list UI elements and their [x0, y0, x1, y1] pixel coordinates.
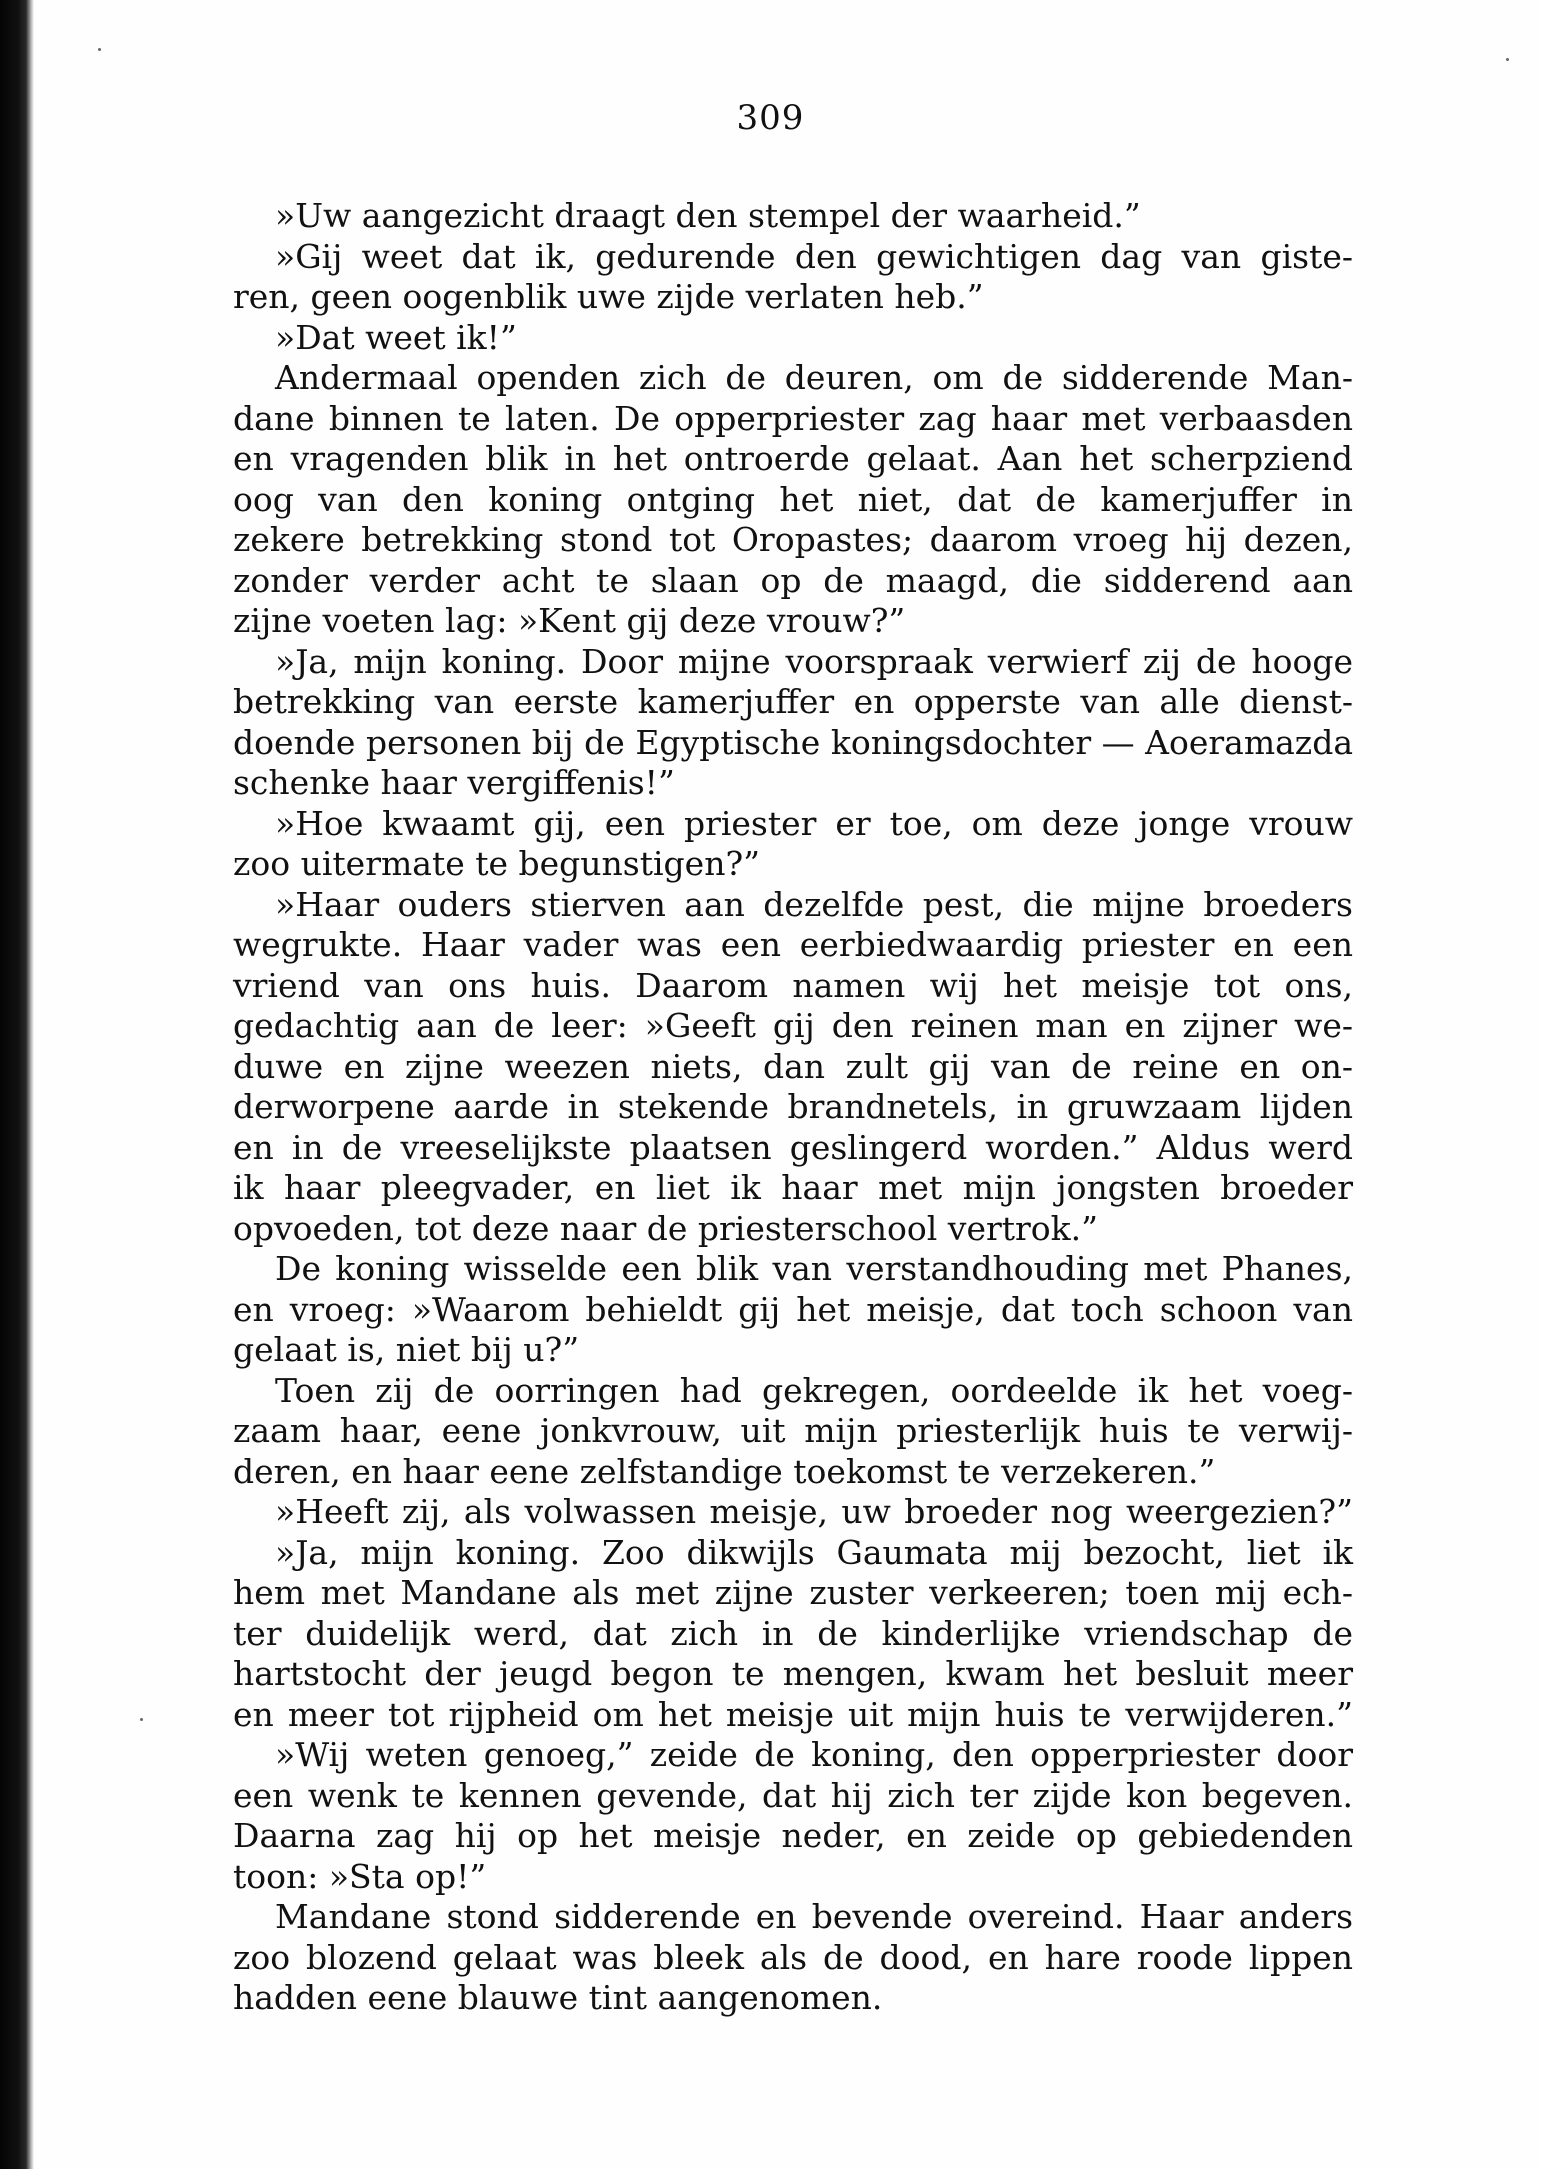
text-line: wegrukte. Haar vader was een eerbiedwaardig priester en een — [233, 925, 1353, 964]
text-line: schenke haar vergiffenis!” — [233, 763, 675, 802]
text-line: vriend van ons huis. Daarom namen wij het meisje tot ons, — [233, 965, 1353, 1005]
text-line: »Ja, mijn koning. Door mijne voorspraak verwierf zij de hooge — [275, 641, 1353, 681]
text-line: ter duidelijk werd, dat zich in de kinderlijke vriendschap de — [233, 1613, 1353, 1653]
text-line: derworpene aarde in stekende brandnetels, in gruwzaam lijden — [233, 1087, 1353, 1126]
text-line: hartstocht der jeugd begon te mengen, kwam het besluit meer — [233, 1654, 1353, 1693]
text-line: »Ja, mijn koning. Zoo dikwijls Gaumata mij bezocht, liet ik — [275, 1532, 1353, 1572]
text-line: gelaat is, niet bij u?” — [233, 1330, 580, 1369]
text-line: ren, geen oogenblik uwe zijde verlaten heb.” — [233, 277, 984, 316]
text-line: »Uw aangezicht draagt den stempel der waarheid.” — [275, 196, 1141, 235]
text-line: hadden eene blauwe tint aangenomen. — [233, 1978, 883, 2017]
text-line: deren, en haar eene zelfstandige toekomst te verzekeren.” — [233, 1451, 1216, 1491]
paper-speck — [140, 1718, 143, 1721]
text-line: en meer tot rijpheid om het meisje uit mijn huis te verwijderen.” — [233, 1694, 1353, 1734]
text-line: zijne voeten lag: »Kent gij deze vrouw?” — [233, 601, 906, 640]
text-line: »Dat weet ik!” — [275, 317, 517, 357]
paper-speck — [98, 48, 101, 51]
text-line: betrekking van eerste kamerjuffer en opperste van alle dienst- — [233, 682, 1353, 721]
text-line: »Hoe kwaamt gij, een priester er toe, om deze jonge vrouw — [275, 803, 1353, 843]
text-line: een wenk te kennen gevende, dat hij zich ter zijde kon begeven. — [233, 1775, 1353, 1815]
paper-speck — [1506, 58, 1509, 61]
page-binding-edge — [0, 0, 34, 2169]
text-line: dane binnen te laten. De opperpriester zag haar met verbaasden — [233, 398, 1353, 438]
text-line: Toen zij de oorringen had gekregen, oordeelde ik het voeg- — [275, 1370, 1353, 1410]
page-number: 309 — [736, 98, 805, 138]
text-line: »Haar ouders stierven aan dezelfde pest, die mijne broeders — [275, 884, 1353, 924]
text-line: en vragenden blik in het ontroerde gelaat. Aan het scherpziend — [233, 439, 1353, 478]
text-line: toon: »Sta op!” — [233, 1856, 487, 1896]
text-line: zoo blozend gelaat was bleek als de dood, en hare roode lippen — [233, 1937, 1353, 1977]
text-line: zoo uitermate te begunstigen?” — [233, 844, 761, 883]
text-line: opvoeden, tot deze naar de priesterschool vertrok.” — [233, 1208, 1099, 1248]
text-line: hem met Mandane als met zijne zuster verkeeren; toen mij ech- — [233, 1573, 1353, 1612]
text-line: zaam haar, eene jonkvrouw, uit mijn priesterlijk huis te verwij- — [233, 1411, 1353, 1450]
body-text — [233, 196, 1353, 2019]
text-line: De koning wisselde een blik van verstandhouding met Phanes, — [275, 1249, 1353, 1288]
text-line: gedachtig aan de leer: »Geeft gij den reinen man en zijner we- — [233, 1006, 1353, 1045]
text-line: Daarna zag hij op het meisje neder, en zeide op gebiedenden — [233, 1816, 1353, 1855]
text-line: Andermaal openden zich de deuren, om de sidderende Man- — [275, 358, 1353, 397]
text-line: en vroeg: »Waarom behieldt gij het meisje, dat toch schoon van — [233, 1289, 1353, 1329]
text-line: zonder verder acht te slaan op de maagd, die sidderend aan — [233, 560, 1353, 600]
text-line: oog van den koning ontging het niet, dat de kamerjuffer in — [233, 479, 1353, 519]
text-line: en in de vreeselijkste plaatsen geslingerd worden.” Aldus werd — [233, 1127, 1353, 1167]
text-line: duwe en zijne weezen niets, dan zult gij van de reine en on- — [233, 1046, 1353, 1086]
text-line: zekere betrekking stond tot Oropastes; daarom vroeg hij dezen, — [233, 520, 1353, 559]
text-line: »Gij weet dat ik, gedurende den gewichtigen dag van giste- — [275, 236, 1353, 276]
text-line: Mandane stond sidderende en bevende overeind. Haar anders — [275, 1897, 1353, 1936]
text-line: doende personen bij de Egyptische koningsdochter — Aoeramazda — [233, 722, 1353, 762]
text-line: »Heeft zij, als volwassen meisje, uw broeder nog weergezien?” — [275, 1492, 1353, 1531]
text-line: »Wij weten genoeg,” zeide de koning, den opperpriester door — [275, 1735, 1353, 1774]
text-line: ik haar pleegvader, en liet ik haar met mijn jongsten broeder — [233, 1168, 1353, 1207]
